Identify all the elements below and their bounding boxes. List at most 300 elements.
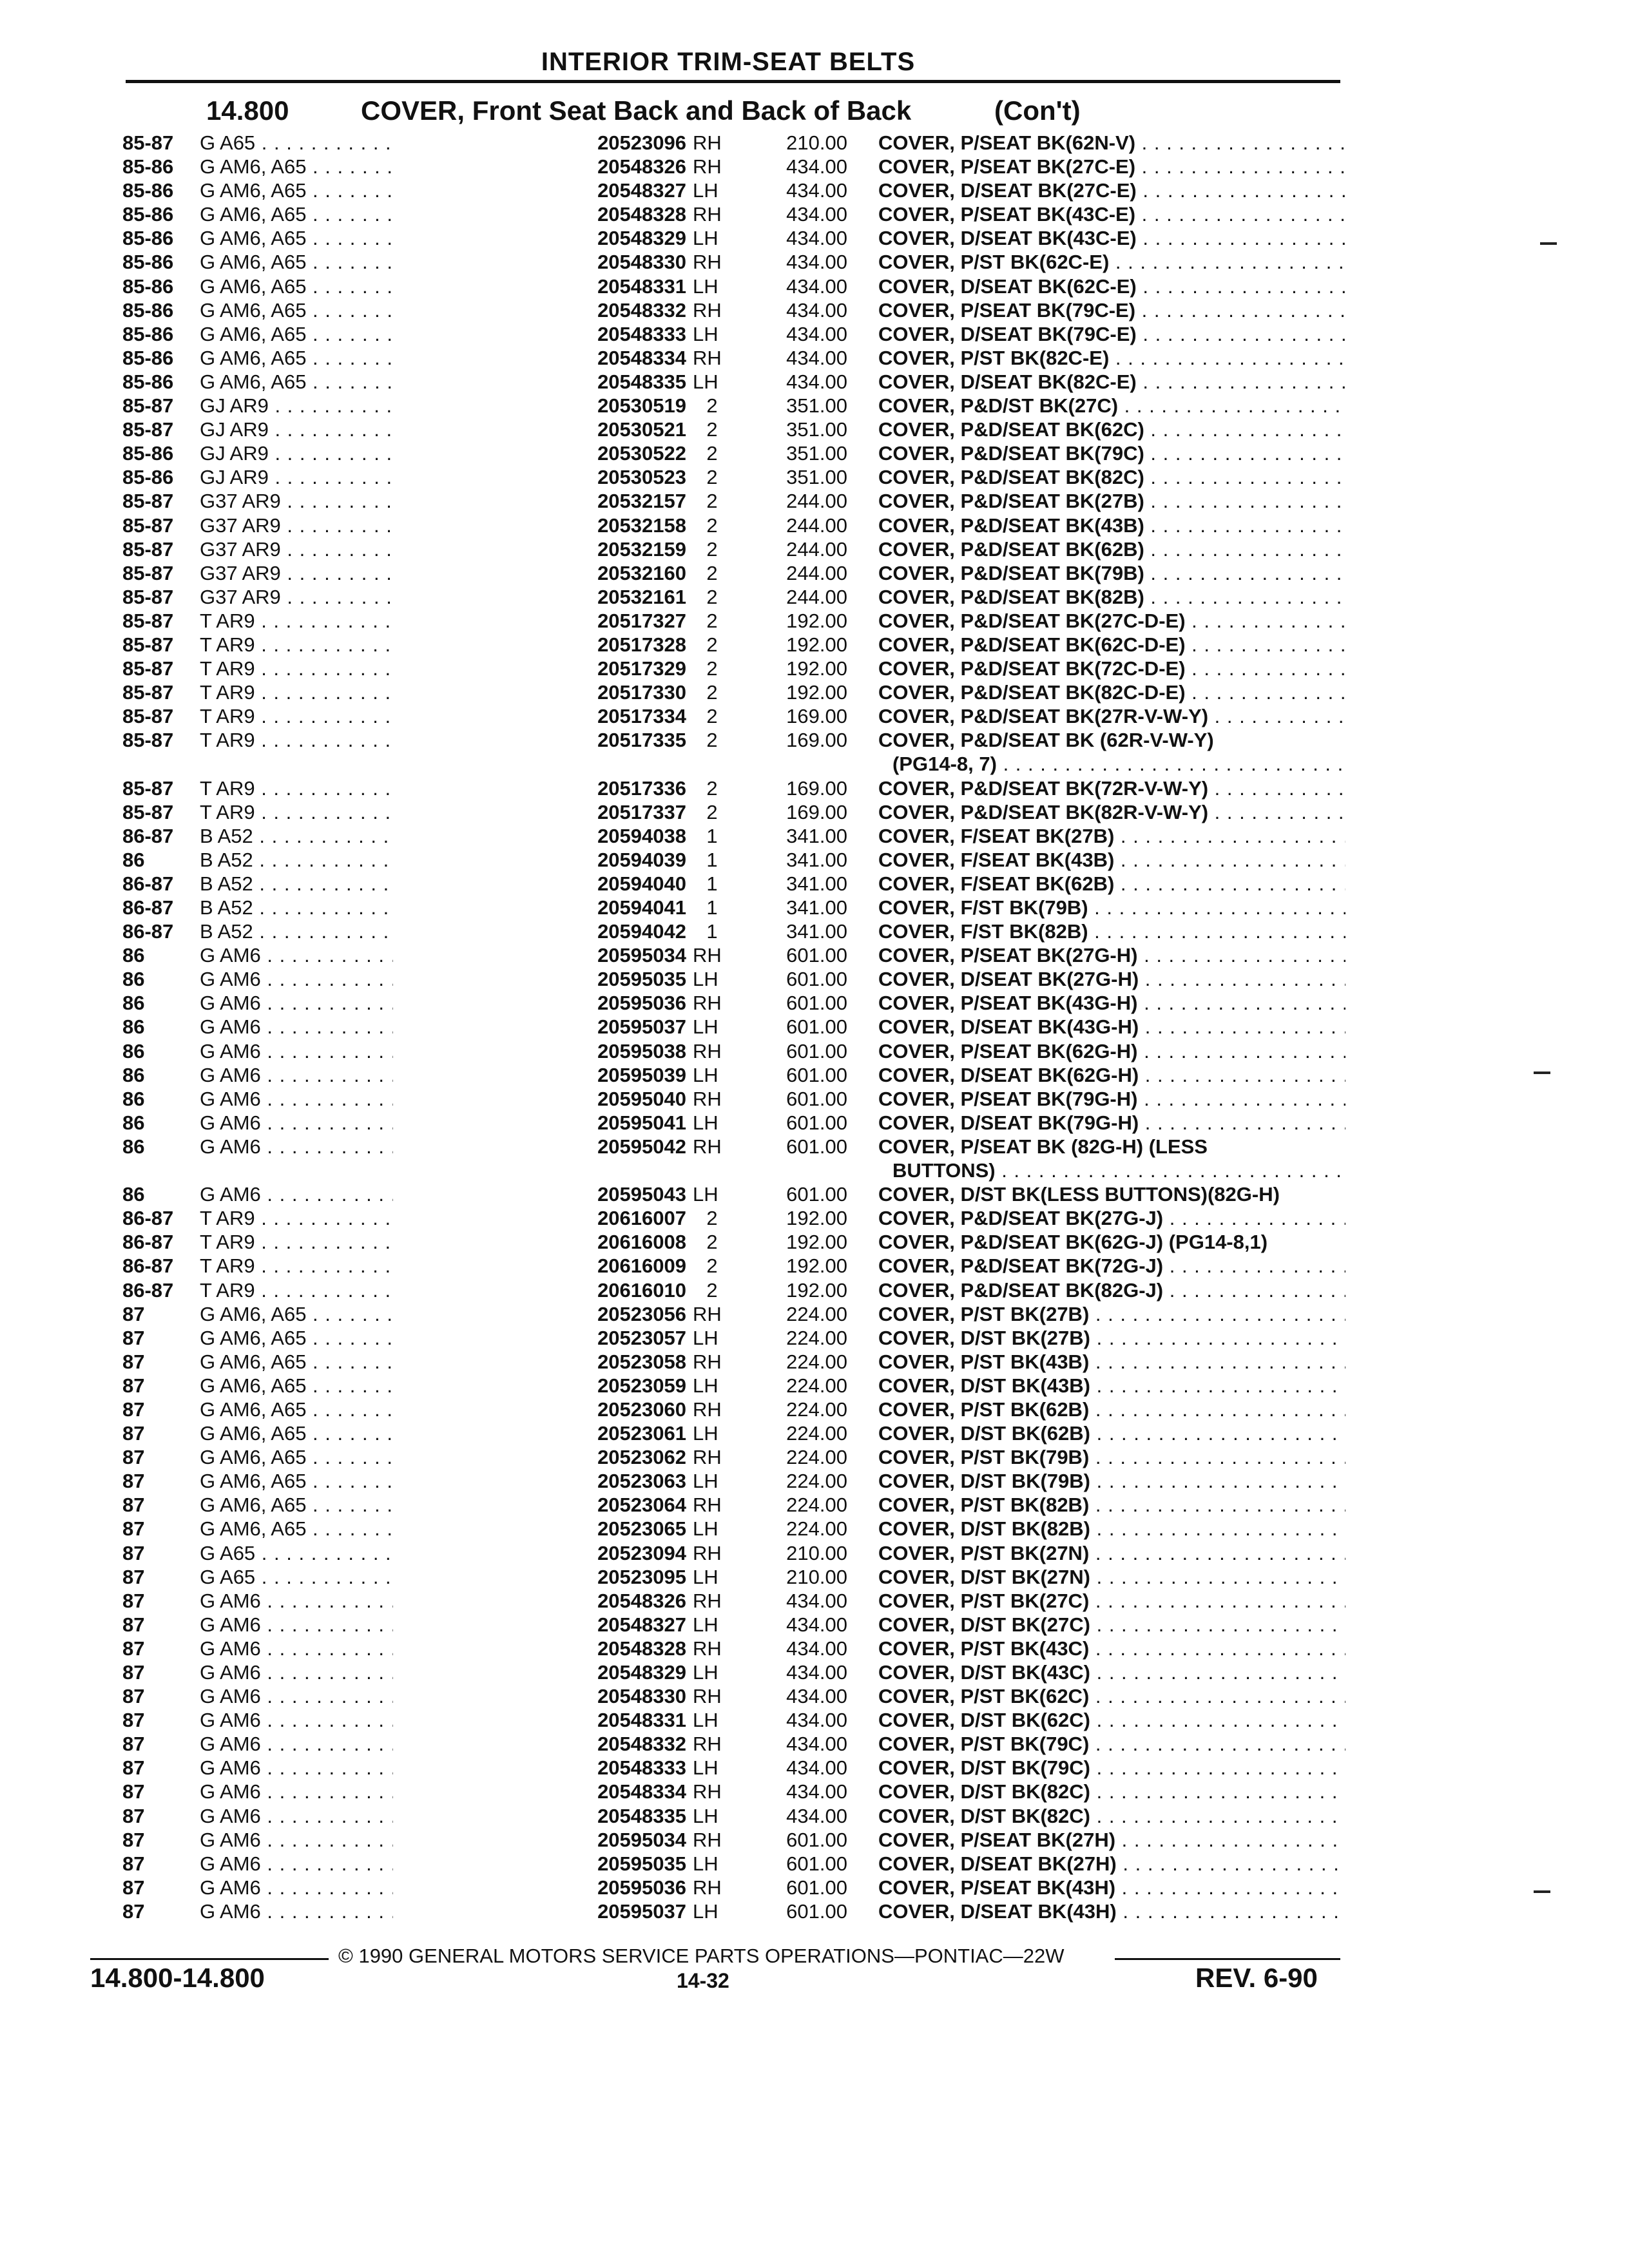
description-cell: COVER, D/SEAT BK(79G-H) . . . (878, 1111, 1345, 1135)
price-cell: 341.00 (786, 896, 847, 919)
year-cell: 86-87 (122, 1207, 174, 1230)
price-cell: 434.00 (786, 155, 847, 178)
model-cell: G AM6 . . . (200, 1684, 393, 1708)
year-cell: 87 (122, 1517, 145, 1541)
year-cell: 85-87 (122, 776, 174, 800)
table-row (116, 394, 1347, 418)
model-cell: G AM6 . . . (200, 1135, 393, 1158)
model-cell: G AM6 . . . (200, 1637, 393, 1660)
price-cell: 601.00 (786, 944, 847, 967)
part-number-cell: 20548328 (597, 1637, 686, 1660)
year-cell: 85-87 (122, 705, 174, 728)
price-cell: 434.00 (786, 1709, 847, 1732)
description-cell: COVER, P/SEAT BK(79C-E) . . . (878, 298, 1345, 322)
model-cell: G AM6, A65 . . . (200, 322, 393, 346)
table-row (116, 346, 1347, 370)
table-row (116, 1182, 1347, 1206)
model-cell: T AR9 . . . (200, 609, 393, 633)
description-cell: COVER, P/SEAT BK(62G-H) . . . (878, 1039, 1345, 1063)
part-number-cell: 20548331 (597, 274, 686, 298)
year-cell: 85-87 (122, 490, 174, 513)
quantity-side-cell: 2 (706, 394, 718, 418)
table-row (116, 418, 1347, 441)
description-cell: COVER, P/ST BK(62C) . . . (878, 1684, 1345, 1708)
model-cell: T AR9 . . . (200, 800, 393, 824)
year-cell: 87 (122, 1876, 145, 1899)
description-cell: COVER, P/ST BK(43B) . . . (878, 1350, 1345, 1374)
margin-mark (1540, 242, 1557, 245)
table-row (116, 1326, 1347, 1350)
model-cell: G AM6 . . . (200, 1063, 393, 1087)
table-row (116, 226, 1347, 250)
table-row (116, 178, 1347, 202)
year-cell: 85-87 (122, 537, 174, 561)
model-cell: G A65 . . . (200, 1541, 393, 1565)
table-row (116, 1469, 1347, 1493)
price-cell: 351.00 (786, 394, 847, 418)
description-cell: COVER, P&D/SEAT BK(62B) . . . (878, 537, 1345, 561)
quantity-side-cell: LH (693, 1709, 718, 1732)
year-cell: 87 (122, 1302, 145, 1325)
quantity-side-cell: 2 (706, 537, 718, 561)
page-header: INTERIOR TRIM-SEAT BELTS (541, 48, 916, 76)
year-cell: 86-87 (122, 1278, 174, 1302)
price-cell: 601.00 (786, 1111, 847, 1134)
table-row (116, 1565, 1347, 1589)
quantity-side-cell: LH (693, 1470, 718, 1493)
table-row (116, 1039, 1347, 1063)
table-row (116, 441, 1347, 465)
description-cell: COVER, P&D/SEAT BK(72G-J) . . . (878, 1254, 1345, 1278)
price-cell: 169.00 (786, 729, 847, 752)
part-number-cell: 20523096 (597, 131, 686, 154)
part-number-cell: 20594042 (597, 920, 686, 943)
year-cell: 85-86 (122, 251, 174, 274)
price-cell: 244.00 (786, 537, 847, 561)
year-cell: 86 (122, 944, 145, 967)
price-cell: 224.00 (786, 1517, 847, 1541)
year-cell: 87 (122, 1852, 145, 1875)
description-cell: COVER, D/SEAT BK(79C-E) . . . (878, 322, 1345, 346)
year-cell: 85-86 (122, 155, 174, 178)
year-cell: 87 (122, 1374, 145, 1397)
price-cell: 434.00 (786, 346, 847, 369)
model-cell: G AM6, A65 . . . (200, 226, 393, 250)
quantity-side-cell: RH (693, 1541, 722, 1564)
table-row (116, 1063, 1347, 1087)
table-row (116, 1350, 1347, 1374)
part-number-cell: 20523065 (597, 1517, 686, 1541)
part-number-cell: 20532161 (597, 585, 686, 608)
price-cell: 601.00 (786, 1063, 847, 1086)
description-cell: COVER, F/ST BK(79B) . . . (878, 896, 1345, 919)
quantity-side-cell: 2 (706, 776, 718, 800)
description-continuation: BUTTONS) . . . (892, 1158, 1345, 1182)
table-row (116, 1374, 1347, 1398)
price-cell: 434.00 (786, 274, 847, 298)
table-row (116, 1637, 1347, 1660)
price-cell: 434.00 (786, 322, 847, 345)
quantity-side-cell: RH (693, 1637, 722, 1660)
year-cell: 85-86 (122, 466, 174, 489)
description-cell: COVER, D/ST BK(79B) . . . (878, 1469, 1345, 1493)
table-row (116, 131, 1347, 155)
description-cell: COVER, P&D/SEAT BK(82B) . . . (878, 585, 1345, 609)
description-cell: COVER, P/ST BK(27B) . . . (878, 1302, 1345, 1326)
description-cell: COVER, F/SEAT BK(27B) . . . (878, 824, 1345, 848)
quantity-side-cell: RH (693, 346, 722, 369)
quantity-side-cell: 2 (706, 633, 718, 656)
year-cell: 87 (122, 1733, 145, 1756)
part-number-cell: 20548330 (597, 1685, 686, 1708)
year-cell: 85-86 (122, 298, 174, 322)
quantity-side-cell: RH (693, 298, 722, 322)
description-cell: COVER, D/ST BK(82B) . . . (878, 1517, 1345, 1541)
part-number-cell: 20595037 (597, 1899, 686, 1923)
year-cell: 85-86 (122, 227, 174, 250)
year-cell: 87 (122, 1637, 145, 1660)
part-number-cell: 20595036 (597, 1876, 686, 1899)
description-cell: COVER, P/ST BK(79B) . . . (878, 1445, 1345, 1469)
description-cell: COVER, D/ST BK(27B) . . . (878, 1326, 1345, 1350)
table-row (116, 1756, 1347, 1780)
quantity-side-cell: 2 (706, 657, 718, 680)
quantity-side-cell: LH (693, 1899, 718, 1923)
year-cell: 86 (122, 1015, 145, 1039)
part-number-cell: 20523094 (597, 1541, 686, 1564)
price-cell: 351.00 (786, 466, 847, 489)
year-cell: 87 (122, 1470, 145, 1493)
price-cell: 341.00 (786, 920, 847, 943)
price-cell: 244.00 (786, 514, 847, 537)
table-row-continuation (116, 752, 1347, 776)
part-number-cell: 20523064 (597, 1494, 686, 1517)
quantity-side-cell: RH (693, 992, 722, 1015)
year-cell: 85-86 (122, 370, 174, 393)
description-cell: COVER, D/SEAT BK(27G-H) . . . (878, 967, 1345, 991)
price-cell: 192.00 (786, 1254, 847, 1278)
model-cell: G AM6 . . . (200, 1111, 393, 1135)
model-cell: B A52 . . . (200, 919, 393, 943)
part-number-cell: 20532159 (597, 537, 686, 561)
price-cell: 224.00 (786, 1302, 847, 1325)
table-row (116, 202, 1347, 226)
part-number-cell: 20523095 (597, 1565, 686, 1588)
model-cell: G AM6, A65 . . . (200, 370, 393, 394)
price-cell: 601.00 (786, 968, 847, 991)
quantity-side-cell: LH (693, 1613, 718, 1636)
table-row (116, 465, 1347, 489)
part-number-cell: 20517328 (597, 633, 686, 656)
model-cell: GJ AR9 . . . (200, 394, 393, 418)
model-cell: T AR9 . . . (200, 1206, 393, 1230)
description-cell: COVER, P&D/SEAT BK (62R-V-W-Y) (878, 729, 1214, 752)
year-cell: 85-86 (122, 442, 174, 465)
model-cell: G37 AR9 . . . (200, 561, 393, 585)
price-cell: 434.00 (786, 1780, 847, 1803)
description-cell: COVER, P&D/SEAT BK(79C) . . . (878, 441, 1345, 465)
price-cell: 434.00 (786, 1613, 847, 1636)
model-cell: G AM6 . . . (200, 1732, 393, 1756)
price-cell: 351.00 (786, 418, 847, 441)
year-cell: 87 (122, 1828, 145, 1851)
year-cell: 85-87 (122, 561, 174, 584)
table-row (116, 872, 1347, 896)
description-cell: COVER, P&D/SEAT BK(62C) . . . (878, 418, 1345, 441)
price-cell: 224.00 (786, 1350, 847, 1373)
model-cell: G AM6 . . . (200, 1589, 393, 1613)
price-cell: 169.00 (786, 776, 847, 800)
quantity-side-cell: 1 (706, 920, 718, 943)
description-cell: COVER, P/SEAT BK(27C-E) . . . (878, 155, 1345, 178)
year-cell: 85-87 (122, 514, 174, 537)
model-cell: T AR9 . . . (200, 657, 393, 680)
table-row (116, 680, 1347, 704)
year-cell: 87 (122, 1422, 145, 1445)
table-row (116, 1111, 1347, 1135)
parts-list (116, 131, 1347, 1923)
table-row (116, 704, 1347, 728)
price-cell: 341.00 (786, 824, 847, 847)
year-cell: 86 (122, 968, 145, 991)
model-cell: G AM6, A65 . . . (200, 1469, 393, 1493)
model-cell: GJ AR9 . . . (200, 441, 393, 465)
part-number-cell: 20595035 (597, 968, 686, 991)
quantity-side-cell: 2 (706, 705, 718, 728)
quantity-side-cell: RH (693, 1398, 722, 1421)
price-cell: 434.00 (786, 1661, 847, 1684)
year-cell: 87 (122, 1565, 145, 1588)
price-cell: 224.00 (786, 1398, 847, 1421)
model-cell: G AM6 . . . (200, 1015, 393, 1039)
model-cell: T AR9 . . . (200, 1254, 393, 1278)
part-number-cell: 20548333 (597, 1756, 686, 1780)
table-row (116, 1421, 1347, 1445)
model-cell: G AM6, A65 . . . (200, 1398, 393, 1421)
description-cell: COVER, D/ST BK(LESS BUTTONS)(82G-H) (878, 1183, 1280, 1206)
description-cell: COVER, P/ST BK(82C-E) . . . (878, 346, 1345, 370)
description-cell: COVER, P/SEAT BK(79G-H) . . . (878, 1087, 1345, 1111)
model-cell: G AM6, A65 . . . (200, 1445, 393, 1469)
year-cell: 87 (122, 1350, 145, 1373)
year-cell: 85-87 (122, 633, 174, 656)
year-cell: 85-87 (122, 418, 174, 441)
quantity-side-cell: LH (693, 1374, 718, 1397)
quantity-side-cell: RH (693, 1733, 722, 1756)
year-cell: 87 (122, 1804, 145, 1827)
quantity-side-cell: 2 (706, 514, 718, 537)
description-cell: COVER, D/SEAT BK(82C-E) . . . (878, 370, 1345, 394)
model-cell: G AM6 . . . (200, 1708, 393, 1732)
description-cell: COVER, D/ST BK(62B) . . . (878, 1421, 1345, 1445)
table-row (116, 657, 1347, 680)
quantity-side-cell: 1 (706, 872, 718, 895)
part-number-cell: 20616010 (597, 1278, 686, 1302)
table-row (116, 1708, 1347, 1732)
model-cell: G AM6, A65 . . . (200, 1517, 393, 1541)
part-number-cell: 20530522 (597, 442, 686, 465)
table-row (116, 1398, 1347, 1421)
part-number-cell: 20595034 (597, 1828, 686, 1851)
price-cell: 434.00 (786, 298, 847, 322)
quantity-side-cell: 1 (706, 824, 718, 847)
year-cell: 85-87 (122, 681, 174, 704)
description-cell: COVER, D/SEAT BK(43C-E) . . . (878, 226, 1345, 250)
model-cell: T AR9 . . . (200, 776, 393, 800)
part-number-cell: 20523063 (597, 1470, 686, 1493)
description-cell: COVER, P/ST BK(62C-E) . . . (878, 250, 1345, 274)
model-cell: G AM6, A65 . . . (200, 1302, 393, 1326)
part-number-cell: 20548326 (597, 155, 686, 178)
description-cell: COVER, P&D/SEAT BK(79B) . . . (878, 561, 1345, 585)
part-number-cell: 20548329 (597, 1661, 686, 1684)
price-cell: 224.00 (786, 1326, 847, 1349)
model-cell: B A52 . . . (200, 872, 393, 896)
model-cell: T AR9 . . . (200, 1230, 393, 1254)
quantity-side-cell: RH (693, 131, 722, 154)
part-number-cell: 20548330 (597, 251, 686, 274)
description-cell: COVER, P/SEAT BK(62N-V) . . . (878, 131, 1345, 155)
description-cell: COVER, P&D/SEAT BK(82C-D-E) . . . (878, 680, 1345, 704)
table-row (116, 1541, 1347, 1565)
quantity-side-cell: RH (693, 944, 722, 967)
table-row (116, 155, 1347, 178)
year-cell: 87 (122, 1685, 145, 1708)
part-number-cell: 20517330 (597, 681, 686, 704)
description-cell: COVER, P/ST BK(43C) . . . (878, 1637, 1345, 1660)
table-row (116, 370, 1347, 394)
description-cell: COVER, P&D/SEAT BK(72R-V-W-Y) . . . (878, 776, 1345, 800)
quantity-side-cell: LH (693, 322, 718, 345)
model-cell: G AM6 . . . (200, 1613, 393, 1637)
description-cell: COVER, F/SEAT BK(43B) . . . (878, 848, 1345, 872)
part-number-cell: 20523059 (597, 1374, 686, 1397)
quantity-side-cell: 2 (706, 418, 718, 441)
description-cell: COVER, D/ST BK(79C) . . . (878, 1756, 1345, 1780)
quantity-side-cell: 2 (706, 1278, 718, 1302)
table-row (116, 1828, 1347, 1852)
year-cell: 86 (122, 1087, 145, 1110)
part-number-cell: 20517335 (597, 729, 686, 752)
part-number-cell: 20594038 (597, 824, 686, 847)
model-cell: G AM6, A65 . . . (200, 178, 393, 202)
description-cell: COVER, F/ST BK(82B) . . . (878, 919, 1345, 943)
description-cell: COVER, P/ST BK(27C) . . . (878, 1589, 1345, 1613)
table-row (116, 848, 1347, 872)
price-cell: 434.00 (786, 1685, 847, 1708)
quantity-side-cell: LH (693, 1661, 718, 1684)
quantity-side-cell: RH (693, 155, 722, 178)
table-row (116, 1660, 1347, 1684)
part-number-cell: 20523058 (597, 1350, 686, 1373)
description-cell: COVER, P&D/SEAT BK(62C-D-E) . . . (878, 633, 1345, 657)
description-cell: COVER, P&D/SEAT BK(27G-J) . . . (878, 1206, 1345, 1230)
year-cell: 87 (122, 1446, 145, 1469)
part-number-cell: 20548328 (597, 203, 686, 226)
description-cell: COVER, D/ST BK(62C) . . . (878, 1708, 1345, 1732)
price-cell: 434.00 (786, 203, 847, 226)
model-cell: G AM6 . . . (200, 1182, 393, 1206)
part-number-cell: 20517329 (597, 657, 686, 680)
table-row (116, 1206, 1347, 1230)
table-row (116, 1684, 1347, 1708)
part-number-cell: 20548326 (597, 1589, 686, 1612)
model-cell: G AM6 . . . (200, 967, 393, 991)
quantity-side-cell: LH (693, 1756, 718, 1780)
year-cell: 86 (122, 848, 145, 871)
year-cell: 85-87 (122, 729, 174, 752)
model-cell: B A52 . . . (200, 824, 393, 848)
part-number-cell: 20548329 (597, 227, 686, 250)
price-cell: 169.00 (786, 705, 847, 728)
margin-mark (1534, 1890, 1550, 1893)
quantity-side-cell: LH (693, 1852, 718, 1875)
year-cell: 86 (122, 1039, 145, 1062)
price-cell: 224.00 (786, 1470, 847, 1493)
description-cell: COVER, P&D/SEAT BK(82G-J) . . . (878, 1278, 1345, 1302)
price-cell: 434.00 (786, 370, 847, 393)
year-cell: 85-87 (122, 609, 174, 632)
footer-rule-left (90, 1958, 329, 1960)
year-cell: 85-87 (122, 585, 174, 608)
part-number-cell: 20517334 (597, 705, 686, 728)
year-cell: 87 (122, 1613, 145, 1636)
table-row (116, 991, 1347, 1015)
description-cell: COVER, D/ST BK(43C) . . . (878, 1660, 1345, 1684)
model-cell: GJ AR9 . . . (200, 465, 393, 489)
table-row (116, 1852, 1347, 1876)
price-cell: 210.00 (786, 1565, 847, 1588)
quantity-side-cell: RH (693, 1135, 722, 1158)
model-cell: G AM6 . . . (200, 1899, 393, 1923)
model-cell: G AM6 . . . (200, 1039, 393, 1063)
table-row (116, 609, 1347, 633)
part-number-cell: 20595039 (597, 1063, 686, 1086)
description-cell: COVER, P/ST BK(27N) . . . (878, 1541, 1345, 1565)
year-cell: 85-86 (122, 346, 174, 369)
year-cell: 86-87 (122, 872, 174, 895)
model-cell: GJ AR9 . . . (200, 418, 393, 441)
table-row (116, 633, 1347, 657)
part-number-cell: 20594039 (597, 848, 686, 871)
year-cell: 87 (122, 1709, 145, 1732)
description-cell: COVER, P&D/SEAT BK(82R-V-W-Y) . . . (878, 800, 1345, 824)
table-row (116, 585, 1347, 609)
year-cell: 87 (122, 1756, 145, 1780)
quantity-side-cell: RH (693, 1087, 722, 1110)
description-cell: COVER, D/ST BK(43B) . . . (878, 1374, 1345, 1398)
model-cell: G AM6, A65 . . . (200, 155, 393, 178)
quantity-side-cell: RH (693, 1350, 722, 1373)
model-cell: B A52 . . . (200, 896, 393, 919)
year-cell: 85-86 (122, 274, 174, 298)
footer-rule-right (1115, 1958, 1340, 1960)
table-row (116, 824, 1347, 848)
quantity-side-cell: 1 (706, 848, 718, 871)
table-row (116, 1899, 1347, 1923)
description-cell: COVER, D/ST BK(27C) . . . (878, 1613, 1345, 1637)
quantity-side-cell: LH (693, 370, 718, 393)
quantity-side-cell: 1 (706, 896, 718, 919)
year-cell: 87 (122, 1899, 145, 1923)
section-number: 14.800 (206, 95, 289, 126)
year-cell: 86-87 (122, 1231, 174, 1254)
quantity-side-cell: LH (693, 1517, 718, 1541)
part-number-cell: 20548332 (597, 1733, 686, 1756)
year-cell: 85-87 (122, 394, 174, 418)
model-cell: G AM6 . . . (200, 1087, 393, 1111)
quantity-side-cell: RH (693, 1589, 722, 1612)
